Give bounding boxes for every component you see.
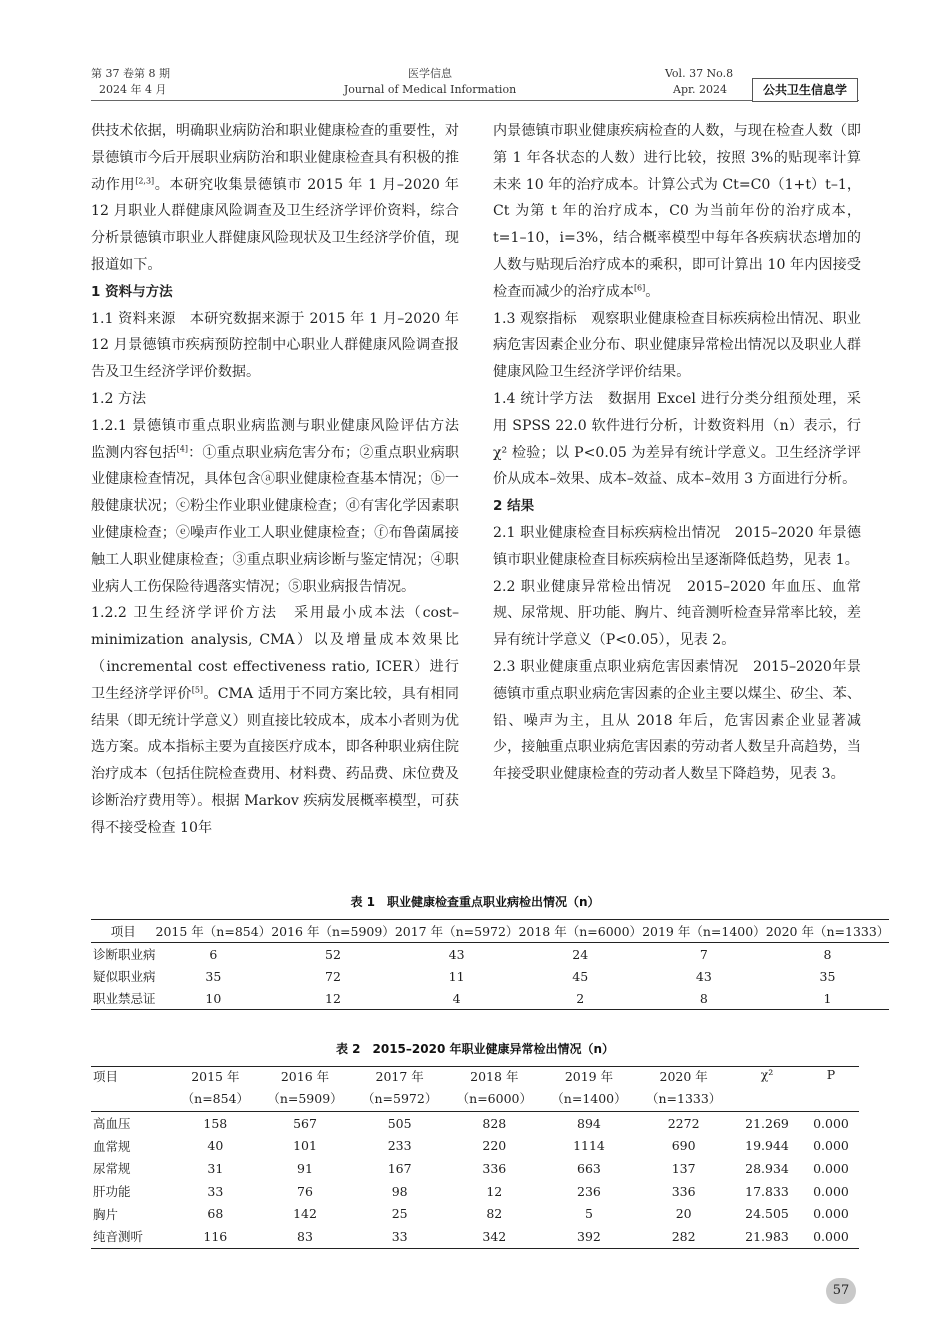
table-cell: 894 [577, 1115, 601, 1131]
paragraph-observation: 1.3 观察指标 观察职业健康检查目标疾病检出情况、职业病危害因素企业分布、职业健康异常检出情况以及职业人群健康风险卫生经济学评价结果。 [493, 310, 861, 381]
table-cell: 33 [207, 1183, 224, 1199]
table-cell: 82 [486, 1206, 503, 1222]
table-cell: 40 [207, 1138, 224, 1154]
table-row [91, 1180, 859, 1203]
table-cell: 0.000 [813, 1228, 849, 1244]
table-row [91, 1225, 859, 1248]
table2-header-cell: 2018 年 [470, 1069, 519, 1084]
table-cell: 7 [699, 946, 708, 962]
table-cell: 1114 [573, 1138, 605, 1154]
table-cell: 0.000 [813, 1115, 849, 1131]
table2-header-cell: 2019 年 [564, 1069, 614, 1084]
journal-title-cn: 医学信息 [408, 67, 452, 80]
table-cell: 31 [207, 1160, 224, 1176]
table-cell: 血常规 [93, 1138, 131, 1154]
table-cell: 68 [207, 1206, 224, 1222]
economic-text-b: 。CMA 适用于不同方案比较，具有相同结果（即无统计学意义）则直接比较成本，成本小者则为优选方案。成本指标主要为直接医疗成本，即各种职业病住院治疗成本（包括住院检查费用、材料费、药品费、床位费及诊断治疗费用等）。根据 Markov 疾病发展概率模型，可获得不接受检查 10年 [91, 685, 459, 836]
economic-text-a: 1.2.2 卫生经济学评价方法 采用最小成本法（cost–minimization analysis, CMA）以及增量成本效果比（incremental cost effectiveness ratio, ICER）进行卫生经济学评价 [91, 605, 459, 702]
paragraph-monitoring [91, 413, 474, 601]
formula-text-a: 内景德镇市职业健康疾病检查的人数，与现在检查人数（即第 1 年各状态的人数）进行比较，按照 3%的贴现率计算未来 10 年的治疗成本。计算公式为 Ct=C0（1+t）t–1，Ct 为第 t 年的治疗成本，C0 为当前年份的治疗成本，t=1–10，i=3%，结合概率模型中每年各疾病状态增加的人数与贴现后治疗成本的乘积，即可计算出 10 年内因接受检查而减少的治疗成本 [493, 123, 861, 300]
table-cell: 828 [482, 1115, 507, 1131]
table-cell: 342 [482, 1228, 507, 1244]
table-cell: 高血压 [93, 1116, 131, 1132]
table-cell: 24.505 [745, 1206, 789, 1222]
paragraph-result-2: 2.2 职业健康异常检出情况 2015–2020 年血压、血常规、尿常规、肝功能、胸片、纯音测听检查异常率比较，差异有统计学意义（P<0.05），见表 2。 [493, 578, 861, 649]
table-cell: 336 [482, 1160, 507, 1176]
table1-caption: 表 1 职业健康检查重点职业病检出情况（n） [350, 895, 600, 909]
table1-header-cell: 2016 年（n=5909） [271, 920, 395, 943]
paragraph-result-1: 2.1 职业健康检查目标疾病检出情况 2015–2020 年景德镇市职业健康检查目标疾病检出呈逐渐降低趋势，见表 1。 [493, 524, 861, 568]
right-column [493, 118, 861, 788]
table-cell: 45 [572, 968, 589, 984]
table-cell: 98 [391, 1183, 408, 1199]
table2-header-cell: 2020 年 [659, 1069, 708, 1084]
table-cell: 35 [205, 968, 222, 984]
table-cell: 2 [576, 990, 585, 1006]
journal-title-en: Journal of Medical Information [343, 83, 517, 96]
table1-header-cell: 2020 年（n=1333） [766, 920, 890, 943]
volume-issue-text: 第 37 卷第 8 期 [91, 67, 170, 80]
paragraph-economic-evaluation [91, 600, 459, 841]
journal-volume-issue [91, 66, 170, 98]
table-cell: 28.934 [745, 1160, 789, 1176]
table2-subheader-cell: （n=854） [173, 1089, 258, 1112]
intro-text-b: 。本研究收集景德镇市 2015 年 1 月–2020 年 12 月职业人群健康风险调查及卫生经济学评价资料，综合分析景德镇市职业人群健康风险现状及卫生经济学价值，现报道如下。 [91, 176, 460, 273]
table-cell: 158 [203, 1115, 228, 1131]
table2-header-cell: 2015 年 [191, 1069, 240, 1084]
table1-header-row [91, 920, 889, 943]
table-cell: 2272 [667, 1115, 700, 1131]
table-cell: 纯音测听 [93, 1229, 144, 1245]
citation: [2,3] [135, 175, 155, 185]
table-cell: 43 [695, 968, 712, 984]
table1-header-cell: 2017 年（n=5972） [395, 920, 519, 943]
table-cell: 5 [584, 1206, 593, 1222]
table-cell: 19.944 [745, 1138, 789, 1154]
table-cell: 35 [819, 968, 836, 984]
table-cell: 疑似职业病 [93, 969, 156, 984]
table-cell: 690 [671, 1138, 696, 1154]
table-cell: 21.983 [745, 1228, 789, 1244]
table-cell: 567 [293, 1115, 317, 1131]
table-cell: 167 [387, 1160, 412, 1176]
table1-header-cell: 2019 年（n=1400） [642, 920, 766, 943]
intro-text-a: 供技术依据，明确职业病防治和职业健康检查的重要性，对景德镇市今后开展职业病防治和职业健康检查具有积极的推动作用 [91, 123, 459, 193]
journal-volume-en [665, 66, 733, 98]
table-cell: 91 [297, 1160, 313, 1176]
table-cell: 116 [203, 1228, 228, 1244]
table2-subheader-cell: （n=6000） [447, 1089, 542, 1112]
section-label-box: 公共卫生信息学 [752, 78, 858, 102]
table-cell: 663 [577, 1160, 601, 1176]
monitoring-text-b: ：①重点职业病危害分布；②重点职业病职业健康检查情况，具体包含ⓐ职业健康检查基本情况；ⓑ一般健康状况；ⓒ粉尘作业职业健康检查；ⓓ有害化学因素职业健康检查；ⓔ噪声作业工人职业健康检查；ⓕ布鲁菌属接触工人职业健康检查；③重点职业病诊断与鉴定情况；④职业病人工伤保险待遇落实情况；⑤职业病报告情况。 [91, 444, 460, 595]
paragraph-data-source: 1.1 资料来源 本研究数据来源于 2015 年 1 月–2020 年 12 月景德镇市疾病预防控制中心职业人群健康风险调查报告及卫生经济学评价数据。 [91, 310, 459, 381]
table-cell: 52 [325, 946, 341, 962]
table-cell: 220 [482, 1138, 507, 1154]
table-cell: 20 [675, 1206, 692, 1222]
formula-text-b: 。 [645, 283, 660, 300]
table-cell: 0.000 [813, 1160, 849, 1176]
table2 [91, 1066, 859, 1249]
table-cell: 392 [577, 1228, 601, 1244]
table-cell: 肝功能 [93, 1184, 131, 1200]
table-cell: 137 [671, 1160, 696, 1176]
paragraph-cost-formula [493, 118, 861, 306]
section-heading-results: 2 结果 [493, 498, 535, 515]
table2-header-cell: 项目 [93, 1069, 119, 1084]
table1-header-cell: 2015 年（n=854） [156, 920, 272, 943]
table1-header-cell: 2018 年（n=6000） [518, 920, 642, 943]
table1 [91, 919, 889, 1010]
table-cell: 282 [671, 1228, 696, 1244]
table-cell: 0.000 [813, 1138, 849, 1154]
table-cell: 336 [671, 1183, 696, 1199]
table-row [91, 943, 889, 966]
table2-caption: 表 2 2015–2020 年职业健康异常检出情况（n） [335, 1042, 615, 1056]
intro-paragraph [91, 118, 459, 279]
table2-subheader-cell: （n=1333） [636, 1089, 731, 1112]
table-row [91, 987, 889, 1010]
table-cell: 6 [209, 946, 218, 962]
left-column [91, 118, 474, 842]
table-cell: 142 [293, 1206, 317, 1222]
monitoring-text-a: 1.2.1 景德镇市重点职业病监测与职业健康风险评估方法 监测内容包括 [91, 417, 474, 461]
table-cell: 25 [391, 1206, 408, 1222]
table2-header-row [91, 1067, 859, 1090]
table2-subheader-cell: （n=1400） [542, 1089, 637, 1112]
table2-header-cell: 2017 年 [375, 1069, 424, 1084]
volume-en-text: Vol. 37 No.8 [665, 67, 734, 80]
table1-header-cell: 项目 [91, 920, 156, 943]
table-row [91, 1157, 859, 1180]
table-cell: 尿常规 [93, 1161, 131, 1177]
table-cell: 0.000 [813, 1206, 849, 1222]
table-cell: 8 [699, 990, 708, 1006]
table-cell: 21.269 [745, 1115, 789, 1131]
table2-subheader-cell [91, 1089, 173, 1112]
subheading-methods: 1.2 方法 [91, 390, 147, 407]
table-row [91, 1202, 859, 1225]
table-cell: 0.000 [813, 1183, 849, 1199]
citation: [6] [633, 283, 646, 293]
citation: [5] [191, 685, 204, 695]
table2-header-cell: 2016 年 [280, 1069, 330, 1084]
table-row [91, 1112, 859, 1135]
table-cell: 236 [577, 1183, 601, 1199]
table-cell: 101 [293, 1138, 317, 1154]
table-cell: 胸片 [93, 1206, 119, 1222]
table-cell: 33 [391, 1228, 408, 1244]
paragraph-result-3: 2.3 职业健康重点职业病危害因素情况 2015–2020年景德镇市重点职业病危害因素的企业主要以煤尘、矽尘、苯、铅、噪声为主，且从 2018 年后，危害因素企业显著减少，接触重点职业病危害因素的劳动者人数呈升高趋势，当年接受职业健康检查的劳动者人数呈下降趋势，见表 3。 [493, 658, 861, 783]
table2-subheader-cell [803, 1089, 859, 1112]
table-cell: 10 [205, 990, 222, 1006]
table-cell: 72 [325, 968, 341, 984]
table-cell: 8 [823, 946, 832, 962]
date-en-text: Apr. 2024 [673, 83, 728, 96]
table-cell: 17.833 [745, 1183, 789, 1199]
table-cell: 12 [325, 990, 341, 1006]
table-row [91, 1135, 859, 1158]
journal-title [330, 66, 530, 98]
table2-subheader-cell [731, 1089, 803, 1112]
table2-header-cell: P [826, 1067, 836, 1082]
table2-subheader-row [91, 1089, 859, 1112]
table-cell: 4 [452, 990, 461, 1006]
table-cell: 诊断职业病 [93, 947, 156, 962]
table-cell: 233 [387, 1138, 412, 1154]
table-cell: 11 [448, 968, 465, 984]
section-heading-methods: 1 资料与方法 [91, 283, 173, 300]
table-cell: 76 [297, 1183, 313, 1199]
table2-subheader-cell: （n=5909） [258, 1089, 353, 1112]
table-cell: 24 [572, 946, 589, 962]
table-cell: 职业禁忌证 [93, 991, 156, 1006]
table-row [91, 965, 889, 987]
table2-header-cell: χ² [760, 1067, 774, 1082]
paragraph-statistics: 1.4 统计学方法 数据用 Excel 进行分类分组预处理，采用 SPSS 22.0 软件进行分析，计数资料用（n）表示，行 χ² 检验；以 P<0.05 为差异有统计学意义。卫生经济学评价从成本–效果、成本–效益、成本–效用 3 方面进行分析。 [493, 390, 861, 488]
table-cell: 12 [486, 1183, 503, 1199]
issue-date-text: 2024 年 4 月 [99, 83, 167, 96]
table2-subheader-cell: （n=5972） [352, 1089, 447, 1112]
table-cell: 43 [448, 946, 465, 962]
table-cell: 83 [297, 1228, 313, 1244]
table-cell: 505 [387, 1115, 412, 1131]
header-rule [91, 100, 859, 101]
citation: [4] [176, 443, 188, 453]
page-number: 57 [826, 1278, 856, 1304]
table-cell: 1 [823, 990, 832, 1006]
